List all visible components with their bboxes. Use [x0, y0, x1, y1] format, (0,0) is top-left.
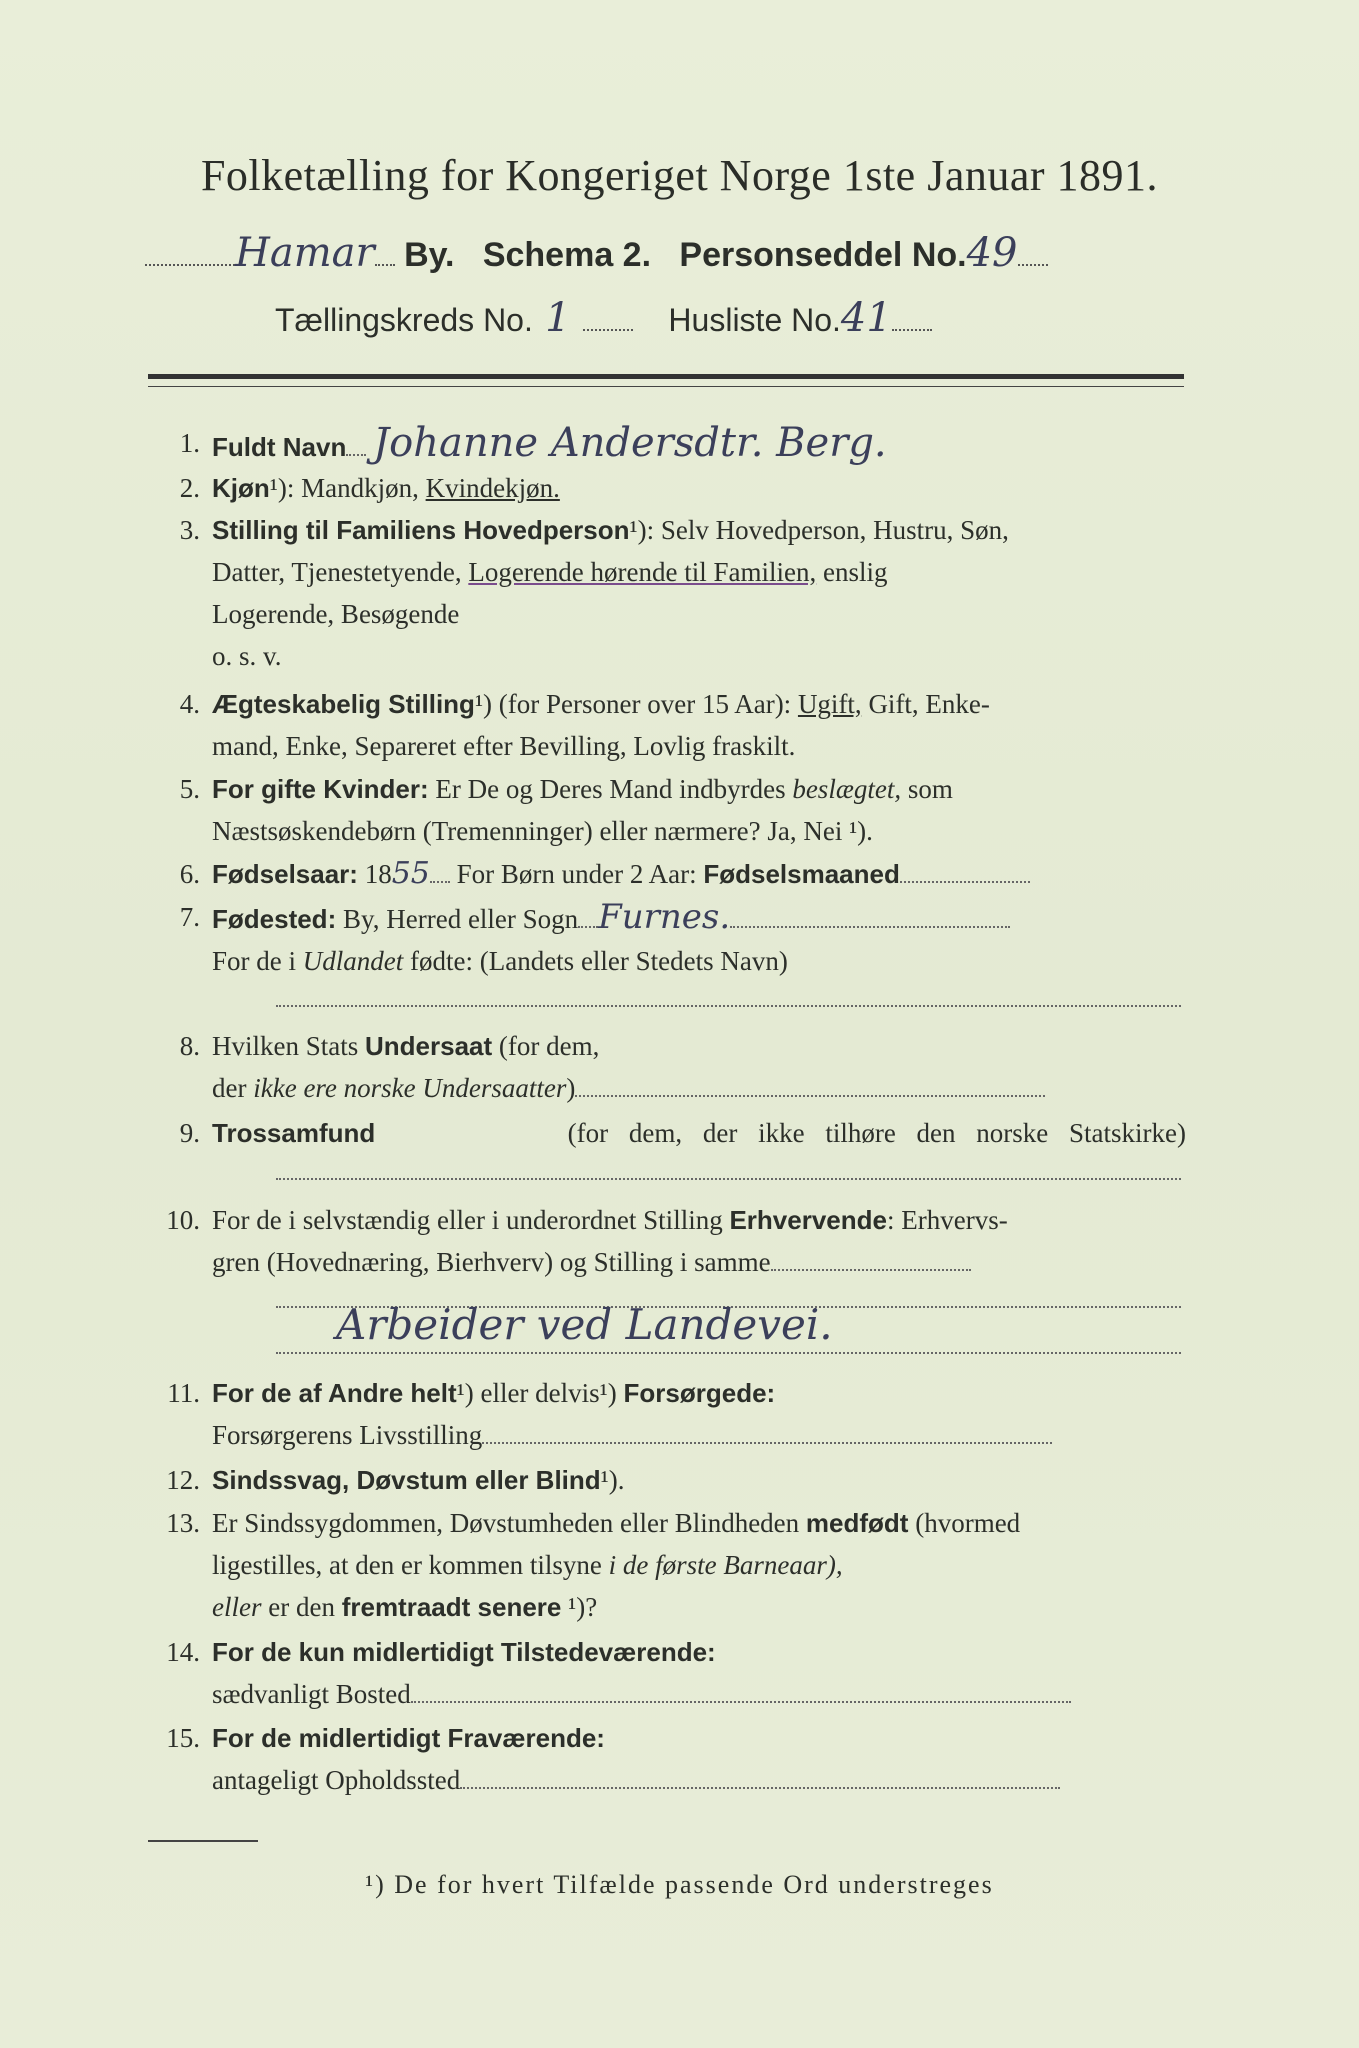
personseddel-number: 49	[966, 230, 1018, 276]
occupation-text-2: : Erhvervs-	[886, 1205, 1008, 1235]
supported-label-2: Forsørgede:	[623, 1378, 776, 1408]
item-9-blank-line	[276, 1178, 1181, 1180]
family-position-options-3: Logerende, Besøgende	[212, 599, 460, 629]
birthplace-label: Fødested:	[212, 904, 337, 934]
item-number: 7.	[179, 902, 200, 932]
foreign-born-text-2: fødte: (Landets eller Stedets Navn)	[410, 946, 788, 976]
married-women-text: som	[907, 774, 953, 804]
item-number: 10.	[166, 1205, 200, 1235]
item-number: 2.	[179, 473, 200, 503]
birth-year-answer: 55	[391, 856, 430, 891]
birthplace-dots-2	[730, 926, 1010, 928]
by-label: By.	[404, 236, 455, 274]
citizenship-text-3: der	[212, 1073, 247, 1103]
family-position-options-2a: Datter, Tjenestetyende,	[212, 557, 462, 587]
item-10-answer-dots	[276, 1352, 1181, 1354]
married-women-label: For gifte Kvinder:	[212, 774, 429, 804]
footnote-divider	[148, 1840, 258, 1842]
probable-residence-text: antageligt Opholdssted	[212, 1765, 461, 1795]
supported-text: ¹) eller delvis	[456, 1378, 600, 1408]
item-number: 3.	[179, 515, 200, 545]
birth-year-dots	[430, 881, 450, 883]
disability-label: Sindssvag, Døvstum eller Blind	[212, 1465, 601, 1495]
marital-status-options-2: mand, Enke, Separeret efter Bevilling, Lovlig fraskilt.	[212, 731, 796, 761]
marital-status-options: Gift, Enke-	[868, 689, 990, 719]
item-number: 8.	[179, 1031, 200, 1061]
religion-label: Trossamfund	[212, 1118, 376, 1148]
citizenship-text-2: (for dem,	[498, 1031, 600, 1061]
temporary-present-label: For de kun midlertidigt Tilstedeværende:	[212, 1637, 716, 1667]
husliste-label: Husliste No.	[668, 302, 841, 338]
citizenship-label: Undersaat	[365, 1031, 493, 1061]
gender-male-option: Mandkjøn,	[301, 473, 419, 503]
item-number: 1.	[179, 428, 200, 458]
birth-year-prefix: 18	[364, 859, 392, 889]
header-divider-thick	[148, 374, 1184, 379]
item-10-answer-line	[276, 1300, 1181, 1349]
form-title: Folketælling for Kongeriget Norge 1ste Januar 1891.	[200, 151, 1159, 200]
gender-female-option: Kvindekjøn.	[425, 473, 560, 503]
congenital-text: Er Sindssygdommen, Døvstumheden eller Blindheden	[212, 1508, 800, 1538]
header-divider-thin	[148, 386, 1184, 387]
congenital-emph: i de første Barneaar),	[608, 1550, 843, 1580]
footnote: ¹) De for hvert Tilfælde passende Ord understreges	[365, 1870, 994, 1899]
tellingskreds-label: Tællingskreds No.	[275, 302, 533, 338]
footnote-ref: ¹)	[474, 689, 493, 719]
usual-residence-dots	[411, 1701, 1071, 1703]
foreign-born-text: For de i	[212, 946, 296, 976]
birthplace-dots	[578, 926, 598, 928]
provider-text: Forsørgerens Livsstilling	[212, 1420, 483, 1450]
occupation-dots	[771, 1269, 971, 1271]
item-number: 6.	[179, 859, 200, 889]
marital-status-label: Ægteskabelig Stilling	[212, 689, 475, 719]
header-row-schema	[145, 230, 1185, 276]
full-name-dots	[346, 454, 366, 456]
personseddel-dots	[1018, 264, 1048, 266]
citizenship-dots	[575, 1095, 1045, 1097]
occupation-text-3: gren (Hovednæring, Bierhverv) og Stilling i samme	[212, 1247, 771, 1277]
supported-label: For de af Andre helt	[212, 1378, 457, 1408]
congenital-text-3: ligestilles, at den er kommen tilsyne	[212, 1550, 602, 1580]
item-number: 12.	[166, 1465, 200, 1495]
occupation-answer: Arbeider ved Landevei.	[336, 1300, 833, 1349]
header-row-kreds	[275, 295, 1155, 341]
husliste-number: 41	[840, 295, 892, 341]
item-number: 9.	[179, 1118, 200, 1148]
married-women-question-2: Næstsøskendebørn (Tremenninger) eller nærmere? Ja, Nei ¹).	[212, 816, 873, 846]
footnote-ref: ¹)?	[568, 1592, 598, 1622]
city-prefix-dots	[145, 264, 235, 266]
item-number: 14.	[166, 1637, 200, 1667]
citizenship-emph: ikke ere norske Undersaatter	[253, 1073, 567, 1103]
birthplace-text: By, Herred eller Sogn	[342, 904, 579, 934]
item-number: 11.	[167, 1378, 200, 1408]
schema-label: Schema 2.	[482, 236, 652, 274]
family-position-options-2c: enslig	[822, 557, 888, 587]
congenital-text-4: er den	[268, 1592, 335, 1622]
birth-month-label: Fødselsmaaned	[703, 859, 900, 889]
tellingskreds-dots	[583, 329, 633, 331]
personseddel-label: Personseddel No.	[679, 236, 967, 274]
footnote-ref: ¹).	[600, 1465, 625, 1495]
marital-status-selected: Ugift,	[797, 689, 862, 719]
birth-year-label: Fødselsaar:	[212, 859, 358, 889]
city-handwritten: Hamar	[235, 230, 375, 276]
footnote-ref: ¹):	[629, 515, 655, 545]
birthplace-answer: Furnes.	[598, 897, 731, 937]
foreign-born-emph: Udlandet	[302, 946, 404, 976]
family-position-selected: Logerende hørende til Familien,	[468, 557, 817, 587]
provider-dots	[482, 1442, 1052, 1444]
item-number: 13.	[166, 1508, 200, 1538]
temporary-absent-label: For de midlertidigt Fraværende:	[212, 1723, 605, 1753]
birth-month-dots	[900, 881, 1030, 883]
item-number: 15.	[166, 1723, 200, 1753]
citizenship-text: Hvilken Stats	[212, 1031, 359, 1061]
family-position-options-1: Selv Hovedperson, Hustru, Søn,	[660, 515, 1009, 545]
gender-label: Kjøn	[212, 473, 270, 503]
item-number: 4.	[179, 689, 200, 719]
full-name-answer: Johanne Andersdtr. Berg.	[373, 420, 887, 466]
footnote-ref: ¹):	[269, 473, 295, 503]
husliste-dots	[892, 329, 932, 331]
religion-text: (for dem, der ikke tilhøre den norske Statskirke)	[567, 1118, 1186, 1148]
usual-residence-text: sædvanligt Bosted	[212, 1679, 411, 1709]
footnote-ref: ¹)	[599, 1378, 617, 1408]
congenital-emph-2: eller	[212, 1592, 262, 1622]
congenital-label-2: fremtraadt senere	[341, 1592, 562, 1622]
family-position-options-4: o. s. v.	[212, 641, 282, 671]
occupation-label: Erhvervende	[729, 1205, 887, 1235]
full-name-label: Fuldt Navn	[212, 432, 347, 462]
occupation-text: For de i selvstændig eller i underordnet Stilling	[212, 1205, 723, 1235]
married-women-related: beslægtet,	[792, 774, 902, 804]
citizenship-text-4: )	[566, 1073, 576, 1103]
marital-status-text: (for Personer over 15 Aar):	[498, 689, 792, 719]
city-suffix-dots	[375, 264, 395, 266]
family-position-label: Stilling til Familiens Hovedperson	[212, 515, 630, 545]
item-7-blank-line	[276, 1005, 1181, 1007]
congenital-label: medfødt	[805, 1508, 909, 1538]
tellingskreds-number: 1	[545, 295, 571, 341]
probable-residence-dots	[460, 1787, 1060, 1789]
congenital-text-2: (hvormed	[915, 1508, 1021, 1538]
item-number: 5.	[179, 774, 200, 804]
married-women-question: Er De og Deres Mand indbyrdes	[435, 774, 786, 804]
birth-month-text: For Børn under 2 Aar:	[456, 859, 697, 889]
